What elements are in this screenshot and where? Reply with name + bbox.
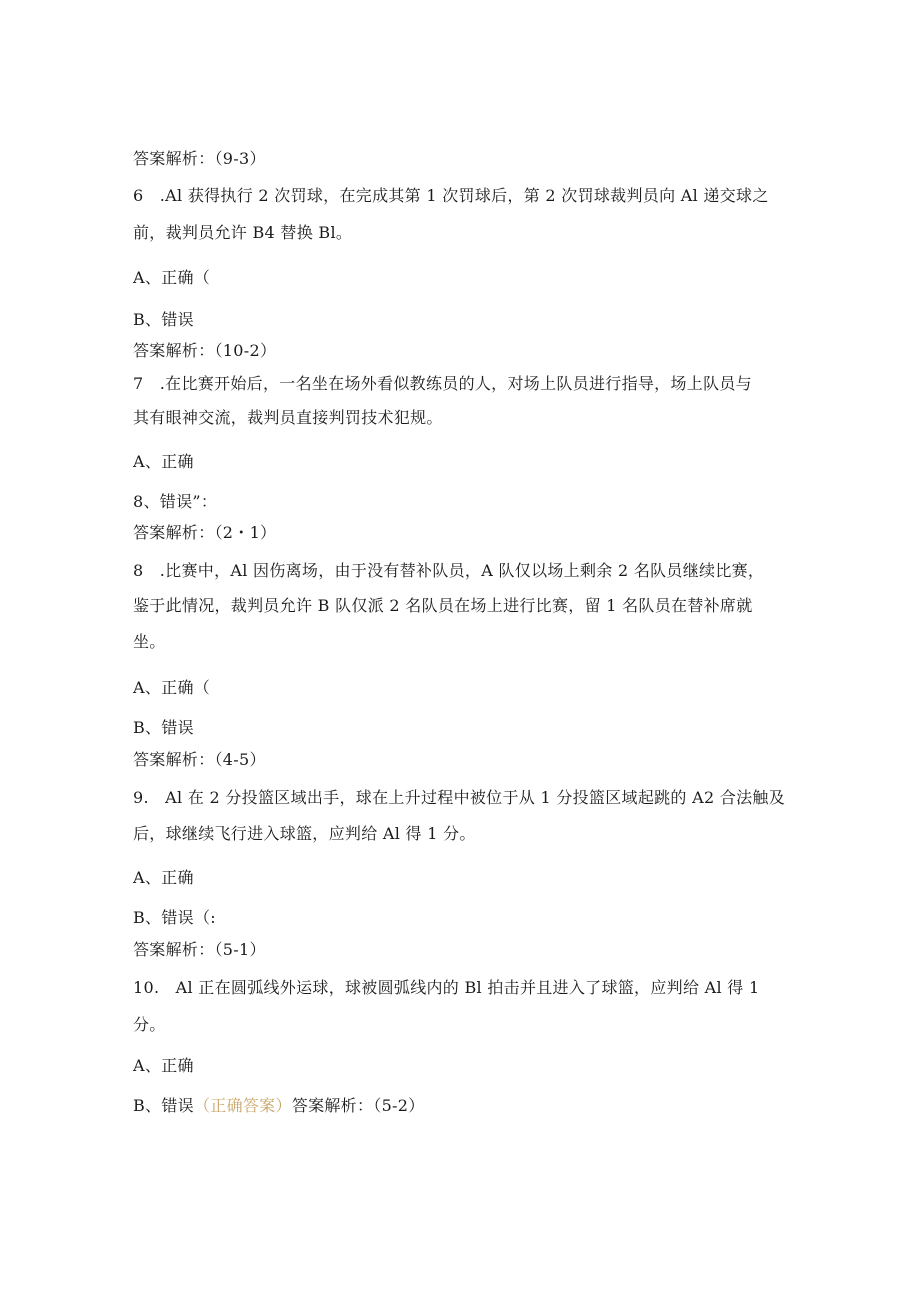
answer-explanation: 答案解析：（5-2） <box>291 1096 425 1115</box>
answer-explanation: 答案解析：（2・1） <box>133 523 277 542</box>
question-9-option-a: A、正确 <box>133 868 194 887</box>
question-8-line-2: 鉴于此情况，裁判员允许 B 队仅派 2 名队员在场上进行比赛，留 1 名队员在替补席就 <box>133 596 753 615</box>
question-9-line-1: 9. Al 在 2 分投篮区域出手，球在上升过程中被位于从 1 分投篮区域起跳的 A2 合法触及 <box>133 788 786 807</box>
question-8-option-a: A、正确（ <box>133 678 211 697</box>
question-8-option-b: B、错误 <box>133 718 194 737</box>
option-b-label: B、错误 <box>133 1096 194 1115</box>
question-9-option-b: B、错误（: <box>133 908 216 927</box>
question-9-line-2: 后，球继续飞行进入球篮，应判给 Al 得 1 分。 <box>133 824 476 843</box>
question-10-line-1: 10. Al 正在圆弧线外运球，球被圆弧线内的 Bl 拍击并且进入了球篮，应判给 Al 得 1 <box>133 978 760 997</box>
question-7-line-1: 7 .在比赛开始后，一名坐在场外看似教练员的人，对场上队员进行指导，场上队员与 <box>133 374 752 393</box>
answer-explanation: 答案解析：（9-3） <box>133 149 266 168</box>
question-10-option-b <box>133 1096 425 1116</box>
question-8-line-3: 坐。 <box>133 632 166 651</box>
question-8-line-1: 8 .比赛中，Al 因伤离场，由于没有替补队员，A 队仅以场上剩余 2 名队员继续比赛， <box>133 561 765 580</box>
question-7-line-2: 其有眼神交流，裁判员直接判罚技术犯规。 <box>133 408 443 427</box>
question-6-line-1: 6 .Al 获得执行 2 次罚球，在完成其第 1 次罚球后，第 2 次罚球裁判员向 Al 递交球之 <box>133 186 769 205</box>
correct-answer-mark: （正确答案） <box>193 1096 292 1115</box>
question-6-line-2: 前，裁判员允许 B4 替换 Bl。 <box>133 223 353 242</box>
question-7-option-b: 8、错误”： <box>133 492 218 511</box>
question-7-option-a: A、正确 <box>133 452 194 471</box>
answer-explanation: 答案解析：（4-5） <box>133 750 266 769</box>
answer-explanation: 答案解析：（5-1） <box>133 940 266 959</box>
question-10-line-2: 分。 <box>133 1015 166 1034</box>
answer-explanation: 答案解析：（10-2） <box>133 341 277 360</box>
question-6-option-b: B、错误 <box>133 310 194 329</box>
question-6-option-a: A、正确（ <box>133 268 211 287</box>
question-10-option-a: A、正确 <box>133 1056 194 1075</box>
